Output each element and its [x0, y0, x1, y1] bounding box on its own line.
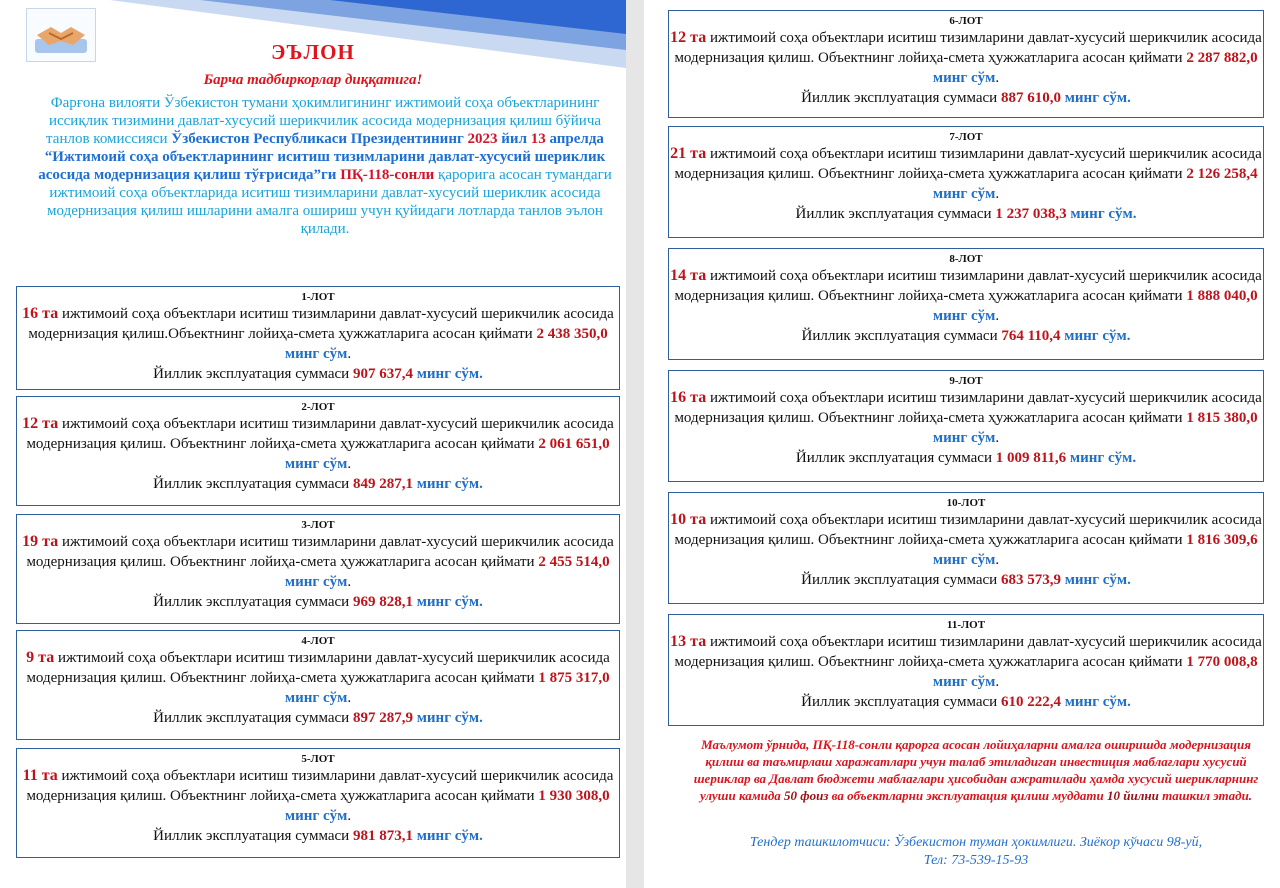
lot-annual: 764 110,4 — [1001, 328, 1061, 344]
lot-annual-label: Йиллик эксплуатация суммаси — [801, 328, 1002, 344]
lot-card — [16, 630, 620, 740]
lot-unit: минг сўм — [932, 70, 996, 86]
lot-description: ижтимоий соҳа объектлари иситиш тизимларини давлат-хусусий шерикчилик асосида модернизация қилиш. Объектнинг лойиҳа-смета ҳужжатларига асосан қиймати — [26, 534, 614, 570]
lot-unit: минг сўм — [284, 346, 348, 362]
lot-body — [17, 304, 619, 384]
lot-annual: 683 573,9 — [1000, 572, 1061, 588]
lot-unit: минг сўм — [284, 456, 348, 472]
lot-object-count: 12 та — [22, 415, 59, 432]
lot-cost: 2 287 882,0 — [1186, 50, 1258, 66]
lot-unit: минг сўм — [284, 808, 348, 824]
lot-punct: . — [1132, 450, 1137, 466]
lot-body — [669, 266, 1263, 346]
lot-punct: . — [1127, 694, 1131, 710]
lot-cost: 1 930 308,0 — [538, 788, 610, 804]
lot-unit: минг сўм — [284, 574, 348, 590]
lot-annual-label: Йиллик эксплуатация суммаси — [801, 694, 1001, 710]
lot-object-count: 13 та — [670, 633, 707, 650]
lot-annual: 1 009 811,6 — [995, 450, 1067, 466]
lot-punct: . — [479, 594, 483, 610]
lot-card — [668, 492, 1264, 604]
lot-cost: 2 061 651,0 — [538, 436, 610, 452]
note-share: 50 фоиз — [784, 788, 829, 803]
lot-annual-label: Йиллик эксплуатация суммаси — [153, 828, 353, 844]
lot-body — [17, 414, 619, 494]
intro-year: 2023 — [467, 131, 498, 147]
lot-unit: минг сўм — [932, 674, 996, 690]
lot-heading: 6-ЛОТ — [949, 15, 983, 27]
lot-punct: . — [347, 808, 352, 824]
lot-annual-label: Йиллик эксплуатация суммаси — [795, 206, 996, 222]
lot-punct: . — [995, 70, 1000, 86]
lot-object-count: 12 та — [670, 29, 707, 46]
intro-text: Ўзбекистон Республикаси Президентининг — [171, 131, 468, 147]
lot-card — [16, 514, 620, 624]
lot-object-count: 9 та — [26, 649, 55, 666]
lot-card — [16, 748, 620, 858]
lot-punct: . — [347, 690, 352, 706]
lot-heading: 8-ЛОТ — [949, 253, 983, 265]
lot-punct: . — [1127, 90, 1131, 106]
lot-punct: . — [995, 430, 1000, 446]
lot-heading: 9-ЛОТ — [949, 375, 983, 387]
lot-unit: минг сўм — [416, 366, 480, 382]
lot-annual: 907 637,4 — [352, 366, 413, 382]
lot-object-count: 16 та — [670, 389, 707, 406]
lot-unit: минг сўм — [1064, 328, 1127, 344]
lot-annual: 610 222,4 — [1000, 694, 1061, 710]
lot-punct: . — [1132, 206, 1137, 222]
lot-description: ижтимоий соҳа объектлари иситиш тизимларини давлат-хусусий шерикчилик асосида модернизация қилиш.Объектнинг лойиҳа-смета ҳужжатларига асосан қиймати — [28, 306, 614, 342]
lot-description: ижтимоий соҳа объектлари иситиш тизимларини давлат-хусусий шерикчилик асосида модернизация қилиш. Объектнинг лойиҳа-смета ҳужжатларига асосан қиймати — [26, 768, 614, 804]
lot-heading: 7-ЛОТ — [949, 131, 983, 143]
lot-description: ижтимоий соҳа объектлари иситиш тизимларини давлат-хусусий шерикчилик асосида модернизация қилиш. Объектнинг лойиҳа-смета ҳужжатларига асосан қиймати — [674, 146, 1262, 182]
info-note — [690, 736, 1262, 804]
lot-description: ижтимоий соҳа объектлари иситиш тизимларини давлат-хусусий шерикчилик асосида модернизация қилиш. Объектнинг лойиҳа-смета ҳужжатларига асосан қиймати — [674, 30, 1262, 66]
intro-text: ги — [321, 167, 341, 183]
lot-punct: . — [479, 366, 483, 382]
lot-punct: . — [995, 674, 1000, 690]
lot-object-count: 21 та — [670, 145, 707, 162]
lot-unit: минг сўм — [932, 186, 996, 202]
lot-annual-label: Йиллик эксплуатация суммаси — [801, 90, 1001, 106]
lot-unit: минг сўм — [1069, 450, 1133, 466]
lot-heading: 2-ЛОТ — [301, 401, 335, 413]
lot-punct: . — [479, 476, 483, 492]
note-term: 10 йилни — [1107, 788, 1159, 803]
lot-heading: 11-ЛОТ — [946, 619, 986, 631]
lot-body — [669, 28, 1263, 108]
tender-organizer — [690, 834, 1262, 870]
lot-card — [16, 396, 620, 506]
lot-annual: 897 287,9 — [352, 710, 413, 726]
lot-object-count: 14 та — [670, 267, 707, 284]
intro-text: Фарғона вилояти Ўзбекистон тумани ҳокимлигининг ижтимоий соҳа объектларининг иссиқлик тизимини давлат-хусусий шерикчилик асосида модернизация қилиш бўйича танлов комиссияси — [46, 95, 602, 147]
lot-cost: 2 126 258,4 — [1186, 166, 1258, 182]
lot-annual: 849 287,1 — [352, 476, 413, 492]
intro-text: йил — [497, 131, 531, 147]
lot-cost: 2 455 514,0 — [538, 554, 610, 570]
lot-unit: минг сўм — [932, 308, 996, 324]
intro-decree-title: “Ижтимоий соҳа объектларининг иситиш тизимларини давлат-хусусий шериклик асосида модернизация қилиш тўғрисида” — [38, 149, 606, 183]
lot-cost: 1 888 040,0 — [1186, 288, 1258, 304]
lot-unit: минг сўм — [932, 430, 996, 446]
lot-annual-label: Йиллик эксплуатация суммаси — [795, 450, 996, 466]
lot-card — [668, 248, 1264, 360]
lot-body — [669, 388, 1263, 468]
lot-unit: минг сўм — [1070, 206, 1133, 222]
note-text: ва объектларни эксплуатация қилиш муддати — [828, 788, 1108, 803]
lot-description: ижтимоий соҳа объектлари иситиш тизимларини давлат-хусусий шерикчилик асосида модернизация қилиш. Объектнинг лойиҳа-смета ҳужжатларига асосан қиймати — [674, 512, 1262, 548]
lot-cost: 1 815 380,0 — [1186, 410, 1258, 426]
lot-body — [17, 648, 619, 728]
lot-description: ижтимоий соҳа объектлари иситиш тизимларини давлат-хусусий шерикчилик асосида модернизация қилиш. Объектнинг лойиҳа-смета ҳужжатларига асосан қиймати — [674, 268, 1262, 304]
note-text: ташкил этади. — [1158, 788, 1253, 803]
lot-punct: . — [1127, 572, 1131, 588]
lot-punct: . — [479, 710, 483, 726]
lot-heading: 4-ЛОТ — [301, 635, 335, 647]
lot-cost: 1 770 008,8 — [1186, 654, 1258, 670]
lot-heading: 5-ЛОТ — [301, 753, 335, 765]
lot-object-count: 10 та — [670, 511, 707, 528]
lot-annual: 981 873,1 — [352, 828, 413, 844]
lot-cost: 2 438 350,0 — [536, 326, 608, 342]
lot-annual-label: Йиллик эксплуатация суммаси — [153, 710, 353, 726]
intro-decree-number: ПҚ-118-сонли — [340, 167, 435, 183]
lot-description: ижтимоий соҳа объектлари иситиш тизимларини давлат-хусусий шерикчилик асосида модернизация қилиш. Объектнинг лойиҳа-смета ҳужжатларига асосан қиймати — [674, 390, 1262, 426]
lot-annual-label: Йиллик эксплуатация суммаси — [153, 476, 353, 492]
lot-annual-label: Йиллик эксплуатация суммаси — [153, 366, 353, 382]
lot-description: ижтимоий соҳа объектлари иситиш тизимларини давлат-хусусий шерикчилик асосида модернизация қилиш. Объектнинг лойиҳа-смета ҳужжатларига асосан қиймати — [26, 416, 614, 452]
intro-day: 13 — [530, 131, 546, 147]
lot-card — [668, 614, 1264, 726]
lot-body — [669, 632, 1263, 712]
lot-heading: 3-ЛОТ — [301, 519, 335, 531]
intro-text: қарорига асосан тумандаги ижтимоий соҳа объектларида иситиш тизимларини давлат-хусусий шериклик асосида модернизация қилиш ишларини амалга ошириш учун қуйидаги лотларда танлов эълон қилади. — [47, 167, 612, 237]
lot-punct: . — [347, 456, 352, 472]
lot-body — [669, 144, 1263, 224]
lot-unit: минг сўм — [1064, 572, 1128, 588]
announcement-title: ЭЪЛОН — [271, 40, 355, 64]
lot-description: ижтимоий соҳа объектлари иситиш тизимларини давлат-хусусий шерикчилик асосида модернизация қилиш. Объектнинг лойиҳа-смета ҳужжатларига асосан қиймати — [26, 650, 610, 686]
lot-heading: 1-ЛОТ — [301, 291, 335, 303]
lot-punct: . — [479, 828, 483, 844]
lot-unit: минг сўм — [284, 690, 348, 706]
lot-body — [17, 532, 619, 612]
lot-card — [16, 286, 620, 390]
lot-unit: минг сўм — [932, 552, 996, 568]
intro-paragraph — [30, 94, 620, 238]
lot-punct: . — [347, 346, 352, 362]
lot-description: ижтимоий соҳа объектлари иситиш тизимларини давлат-хусусий шерикчилик асосида модернизация қилиш. Объектнинг лойиҳа-смета ҳужжатларига асосан қиймати — [674, 634, 1262, 670]
organizer-address: Тендер ташкилотчиси: Ўзбекистон туман ҳокимлиги. Зиёкор кўчаси 98-уй, — [749, 835, 1203, 850]
lot-cost: 1 875 317,0 — [538, 670, 610, 686]
lot-heading: 10-ЛОТ — [946, 497, 986, 509]
lot-object-count: 19 та — [22, 533, 59, 550]
lot-body — [669, 510, 1263, 590]
lot-annual: 1 237 038,3 — [995, 206, 1067, 222]
lot-punct: . — [995, 308, 1000, 324]
note-text: -сонли қарорга асосан лойиҳаларни амалга оширишда модернизация қилиш ва таъмирлаш харажатлари учун талаб этиладиган инвестиция маблағлари хусусий шериклар ва Давлат бюджети маблағлари ҳисобидан ажратилади ҳамда хусусий шерикларнинг улуши камида — [693, 737, 1259, 803]
lot-punct: . — [995, 186, 1000, 202]
lot-punct: . — [1126, 328, 1131, 344]
announcement-subtitle: Барча тадбиркорлар диққатига! — [203, 72, 423, 88]
lot-punct: . — [995, 552, 1000, 568]
lot-annual-label: Йиллик эксплуатация суммаси — [801, 572, 1001, 588]
lot-punct: . — [347, 574, 352, 590]
intro-text: апрелда — [545, 131, 604, 147]
lot-card — [668, 370, 1264, 482]
lot-unit: минг сўм — [416, 710, 480, 726]
lot-card — [668, 10, 1264, 118]
lot-cost: 1 816 309,6 — [1186, 532, 1258, 548]
lot-annual: 887 610,0 — [1000, 90, 1061, 106]
lot-annual-label: Йиллик эксплуатация суммаси — [153, 594, 353, 610]
lot-unit: минг сўм — [416, 828, 480, 844]
lot-unit: минг сўм — [1064, 90, 1128, 106]
lot-body — [17, 766, 619, 846]
note-text: Маълумот ўрнида, ПҚ-118 — [701, 737, 855, 752]
organizer-phone: Тел: 73-539-15-93 — [923, 853, 1029, 868]
lot-unit: минг сўм — [1064, 694, 1128, 710]
lot-object-count: 11 та — [22, 767, 58, 784]
lot-card — [668, 126, 1264, 238]
lot-annual: 969 828,1 — [352, 594, 413, 610]
lot-unit: минг сўм — [416, 476, 480, 492]
lot-object-count: 16 та — [22, 305, 59, 322]
lot-unit: минг сўм — [416, 594, 480, 610]
